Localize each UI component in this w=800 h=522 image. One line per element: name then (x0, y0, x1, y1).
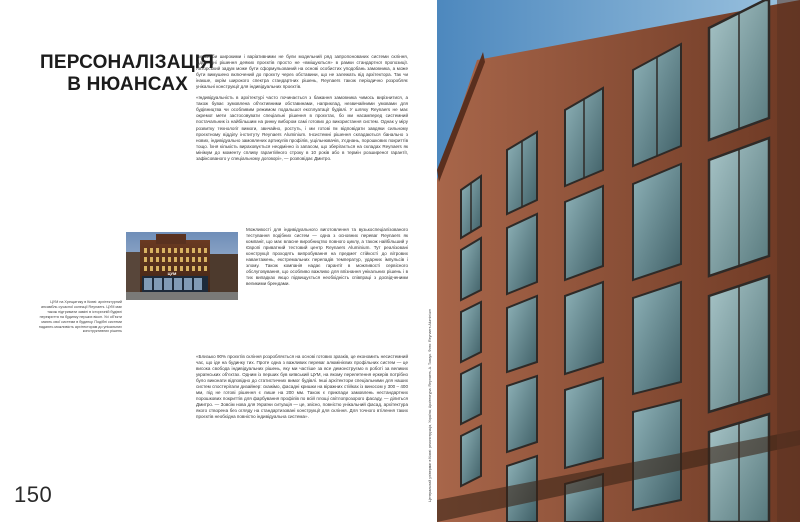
paragraph: «Індивідуальність в архітектурі часто починається з бажання замовника чимось вирізнитися, а також буває зумовлена об'єктивними обставинами, наприклад, незвичайними умовами для будівництва чи особливим режимом подальшої експлуатації будівлі. У шляху Reynaers не має окремої мети застосовувати спеціальні рішення в проєктах, бо ми насамперед системний постачальник із найбільшим на ринку вибором самі готових до використання систем. Однак у міру розвитку технології вимоги, звичайно, ростуть, і ми готові їм відповідати завдяки сильному проєктному відділу інституту Reynaers Aluminium. Інсистемні рішення складаються банально з нових, індивідуально замовлених артикулів профілів, ущільнювачів, з'єднань, порошкових покриттів тощо. Їхня кількість вираховується неодмінно із запасом, що зберігається на складах Reynaers як мінімум до моменту спливу гарантійного строку в 10 років або в термін розширеної гарантії, зафіксованого у спеціальному договорі», — розповідає Дмитро. (196, 95, 408, 161)
page-number: 150 (14, 482, 53, 507)
photo-credit-text: Центральний універмаг в Києві: реконструкція, Україна; Архітектура: Reynaers, A. Ткачук. Фото: Reynaers Aluminium (428, 308, 432, 502)
photo-caption: ЦУМ на Хрещатику в Києві: архітектурний ансамбль сучасної колекції Reynaers. ЦУМ має також підтримати заміні в історичній будівлі перекриття на будинку перших вікон. Усі об'єкти мають свої системи в будинку. Подібні системи надають можливість архітекторам до унікальних конструктивних рішень (38, 300, 122, 334)
paragraph: Можливості для індивідуального виготовлення та вузькоспеціалізованого тестування подібних систем — одна з основних переваг Reynaers як компанії, що має власне виробництво повного циклу, а також найбільший у Європі приватний тестовий центр Reynaers Aluminium. Тут реалізовані конструкції проходять випробування на предмет стійкості до вітрових навантажень, екстремальних перепадів температур, ударних імпульсів і злому. Також компанія надає гарантії в можливості сервісного обслуговування, що особливо важливо для впізнання унікальних рішень і в тих випадках якщо підвищується необхідність співпраці з досвідченими великими брендами. (246, 227, 408, 287)
paragraph: Якими би широкими і варіативними не були модельний ряд запропонованих системи скління, відповідні рішення деяких проєктів просто не «вміщуються» в рамки стандартної пропозиції. Авторський задум може бути сформульований на основі особистих уподобань замовника, а може бути вимушено включений до проєкту через обставини, що не залежать від архітектора. Так чи інакше, окрім широкого спектра стандартних рішень, Reynaers також періодично розробляє унікальні конструкції для індивідуальних проєктів. (196, 54, 408, 90)
store-sign: ЦУМ (167, 271, 177, 276)
facade-illustration (437, 0, 800, 522)
article-title: ПЕРСОНАЛІЗАЦІЯ В НЮАНСАХ (40, 52, 215, 95)
text-column-top (196, 54, 408, 167)
store-building-illustration (126, 232, 238, 300)
store-photo (126, 232, 238, 300)
text-column-right (246, 227, 408, 292)
paragraph: «Близько 90% проєктів скління розробляється на основі готових зразків, це економить несистемний час, що іде на будинку тих. Проте одна з важливих переваг алюмінієвих профільних систем — це висока свобода індивідуальних рішень, яку ми частіше за все демонструємо в роботі за великих українських об'єктах. Одним із перших був київський ЦУМ, на якому перелетення еркерів потрібно було виконати відповідно до статистичних вимог будівлі. Інші архітектори спеціальними для наших систем спостерігали дизайнер: скажімо, фасадні кришки на віражних стійках із виносом у 300 – 400 мм, під не готові рішення є лише на 200 мм. Також є приклади замовлень нестандартних порошкових покриттів для фарбування профілів по всій площі світлопрозорого фасаду, — ділиться Дмитро. — Зовсім нова для України ситуація — це, звісно, повністю унікальний фасад, архітектура якого створена без огляду на стандартизовані конструкції для скління. Для точного втілення таких проєктів необхідна повністю індивідуальна система». (196, 354, 408, 420)
facade-photo (437, 0, 800, 522)
photo-credit (422, 296, 436, 502)
text-column-bottom (196, 354, 408, 426)
